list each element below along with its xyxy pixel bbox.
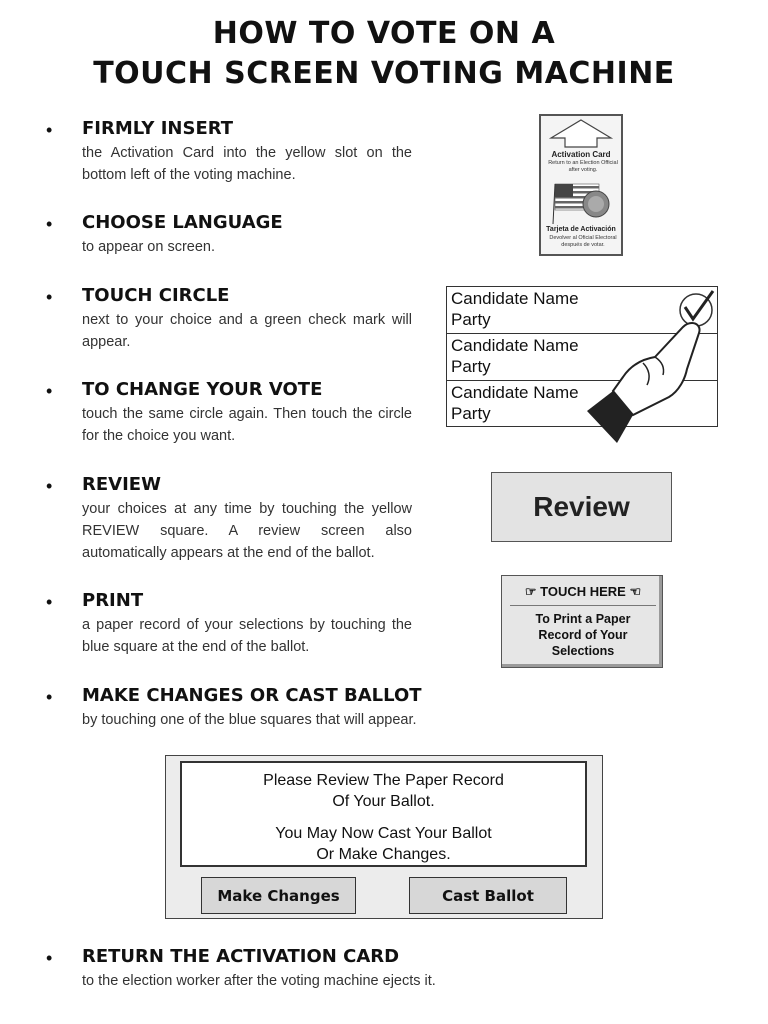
step-heading: REVIEW	[82, 474, 161, 495]
bullet: •	[46, 214, 53, 234]
print-text-line-3: Selections	[551, 644, 615, 658]
bullet: •	[46, 287, 53, 307]
step-body: the Activation Card into the yellow slot on the bottom left of the voting machine.	[82, 145, 412, 183]
candidate-party: Party	[451, 357, 491, 376]
candidate-name: Candidate Name	[451, 289, 579, 308]
cast-ballot-screen	[165, 755, 603, 919]
page-title-line-1: HOW TO VOTE ON A	[212, 16, 556, 51]
touch-here-label: ☞ TOUCH HERE ☜	[524, 584, 642, 599]
step-heading: MAKE CHANGES OR CAST BALLOT	[82, 685, 422, 706]
step-body: a paper record of your selections by touching the blue square at the end of the ballot.	[82, 617, 412, 655]
activation-card-graphic	[541, 116, 621, 254]
review-message	[182, 770, 585, 812]
cast-message-line-2: Or Make Changes.	[316, 846, 451, 863]
bullet: •	[46, 381, 53, 401]
review-message-box	[180, 761, 587, 867]
activation-card-illustration	[539, 114, 623, 256]
candidate-list-illustration	[446, 286, 718, 427]
step-heading: TOUCH CIRCLE	[82, 285, 230, 306]
cast-message-line-1: You May Now Cast Your Ballot	[275, 825, 492, 842]
review-message-line-1: Please Review The Paper Record	[263, 772, 504, 789]
step-body: touch the same circle again. Then touch the circle for the choice you want.	[82, 406, 412, 444]
card-sub-es: Devolver al Oficial Electoral después de votar.	[549, 235, 617, 248]
review-message-line-2: Of Your Ballot.	[332, 793, 435, 810]
card-title-en: Activation Card	[551, 150, 611, 159]
print-button[interactable]	[501, 575, 663, 668]
step-body: your choices at any time by touching the yellow REVIEW square. A review screen also automatically appears at the end of the ballot.	[82, 501, 412, 561]
pointing-hand-icon	[587, 323, 700, 443]
candidate-name: Candidate Name	[451, 383, 579, 402]
arrow-up-icon	[551, 120, 611, 147]
step-heading: CHOOSE LANGUAGE	[82, 212, 283, 233]
bullet: •	[46, 948, 53, 968]
bullet: •	[46, 120, 53, 140]
bullet: •	[46, 476, 53, 496]
hand-pointer-overlay	[447, 287, 719, 447]
step-body: by touching one of the blue squares that will appear.	[82, 712, 417, 728]
step-heading: RETURN THE ACTIVATION CARD	[82, 946, 400, 967]
print-text-line-1: To Print a Paper	[535, 612, 631, 626]
step-heading: TO CHANGE YOUR VOTE	[82, 379, 323, 400]
step-body: to appear on screen.	[82, 239, 216, 255]
cast-message	[182, 823, 585, 865]
card-sub-en: Return to an Election Official after voting.	[548, 160, 618, 173]
step-heading: FIRMLY INSERT	[82, 118, 234, 139]
step-body: next to your choice and a green check mark will appear.	[82, 312, 412, 350]
card-title-es: Tarjeta de Activación	[546, 226, 616, 233]
step-heading: PRINT	[82, 590, 144, 611]
cast-ballot-button[interactable]: Cast Ballot	[409, 877, 567, 914]
divider	[510, 605, 656, 606]
print-text	[508, 611, 658, 659]
page-title-line-2: TOUCH SCREEN VOTING MACHINE	[93, 56, 675, 91]
step-body: to the election worker after the voting machine ejects it.	[82, 973, 436, 989]
candidate-party: Party	[451, 310, 491, 329]
candidate-party: Party	[451, 404, 491, 423]
review-button[interactable]: Review	[491, 472, 672, 542]
print-text-line-2: Record of Your	[538, 628, 628, 642]
bullet: •	[46, 592, 53, 612]
make-changes-button[interactable]: Make Changes	[201, 877, 356, 914]
candidate-name: Candidate Name	[451, 336, 579, 355]
bullet: •	[46, 687, 53, 707]
page-title	[0, 14, 768, 94]
